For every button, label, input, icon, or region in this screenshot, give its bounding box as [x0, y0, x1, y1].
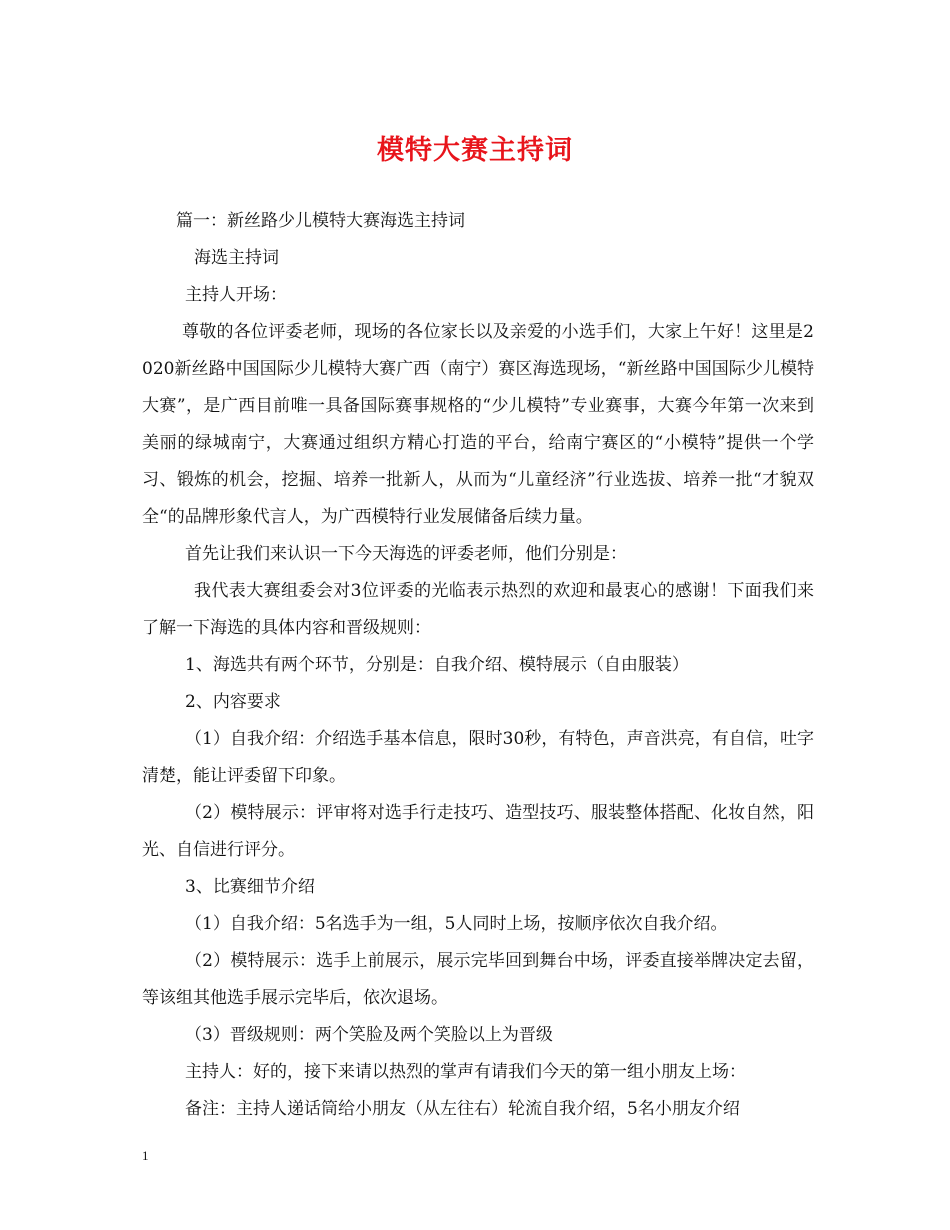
list-item-3-1: （1）自我介绍：5名选手为一组，5人同时上场，按顺序依次自我介绍。 — [185, 914, 728, 934]
list-item-3: 3、比赛细节介绍 — [185, 877, 315, 897]
list-item-2-2: （2）模特展示：评审将对选手行走技巧、造型技巧、服装整体搭配、化妆自然，阳光、自信进行评分。 — [142, 803, 814, 860]
page-number: 1 — [142, 1148, 149, 1163]
paragraph-judges: 首先让我们来认识一下今天海选的评委老师，他们分别是： — [185, 544, 627, 564]
document-body — [142, 203, 814, 1128]
document-title: 模特大赛主持词 — [377, 135, 573, 166]
subheading: 海选主持词 — [194, 248, 279, 268]
list-item-3-2: （2）模特展示：选手上前展示，展示完毕回到舞台中场，评委直接举牌决定去留，等该组其他选手展示完毕后，依次退场。 — [142, 951, 814, 1008]
paragraph-intro: 尊敬的各位评委老师，现场的各位家长以及亲爱的小选手们，大家上午好！这里是2020新丝路中国国际少儿模特大赛广西（南宁）赛区海选现场，“新丝路中国国际少儿模特大赛”，是广西目前唯一具备国际赛事规格的“少儿模特”专业赛事，大赛今年第一次来到美丽的绿城南宁，大赛通过组织方精心打造的平台，给南宁赛区的“小模特”提供一个学习、锻炼的机会，挖掘、培养一批新人，从而为“儿童经济”行业选拔、培养一批“才貌双全“的品牌形象代言人，为广西模特行业发展储备后续力量。 — [142, 322, 814, 527]
list-item-2-1: （1）自我介绍：介绍选手基本信息，限时30秒，有特色，声音洪亮，有自信，吐字清楚，能让评委留下印象。 — [142, 729, 814, 786]
list-item-1: 1、海选共有两个环节，分别是：自我介绍、模特展示（自由服装） — [185, 655, 689, 675]
paragraph-note: 备注：主持人递话筒给小朋友（从左往右）轮流自我介绍，5名小朋友介绍 — [185, 1099, 740, 1119]
paragraph-thanks: 我代表大赛组委会对3位评委的光临表示热烈的欢迎和最衷心的感谢！下面我们来了解一下海选的具体内容和晋级规则： — [142, 581, 814, 638]
paragraph-host-call: 主持人：好的，接下来请以热烈的掌声有请我们今天的第一组小朋友上场： — [185, 1062, 746, 1082]
host-opening-label: 主持人开场： — [185, 285, 287, 305]
section-heading: 篇一：新丝路少儿模特大赛海选主持词 — [176, 211, 465, 231]
list-item-2: 2、内容要求 — [185, 692, 281, 712]
list-item-3-3: （3）晋级规则：两个笑脸及两个笑脸以上为晋级 — [185, 1025, 553, 1045]
